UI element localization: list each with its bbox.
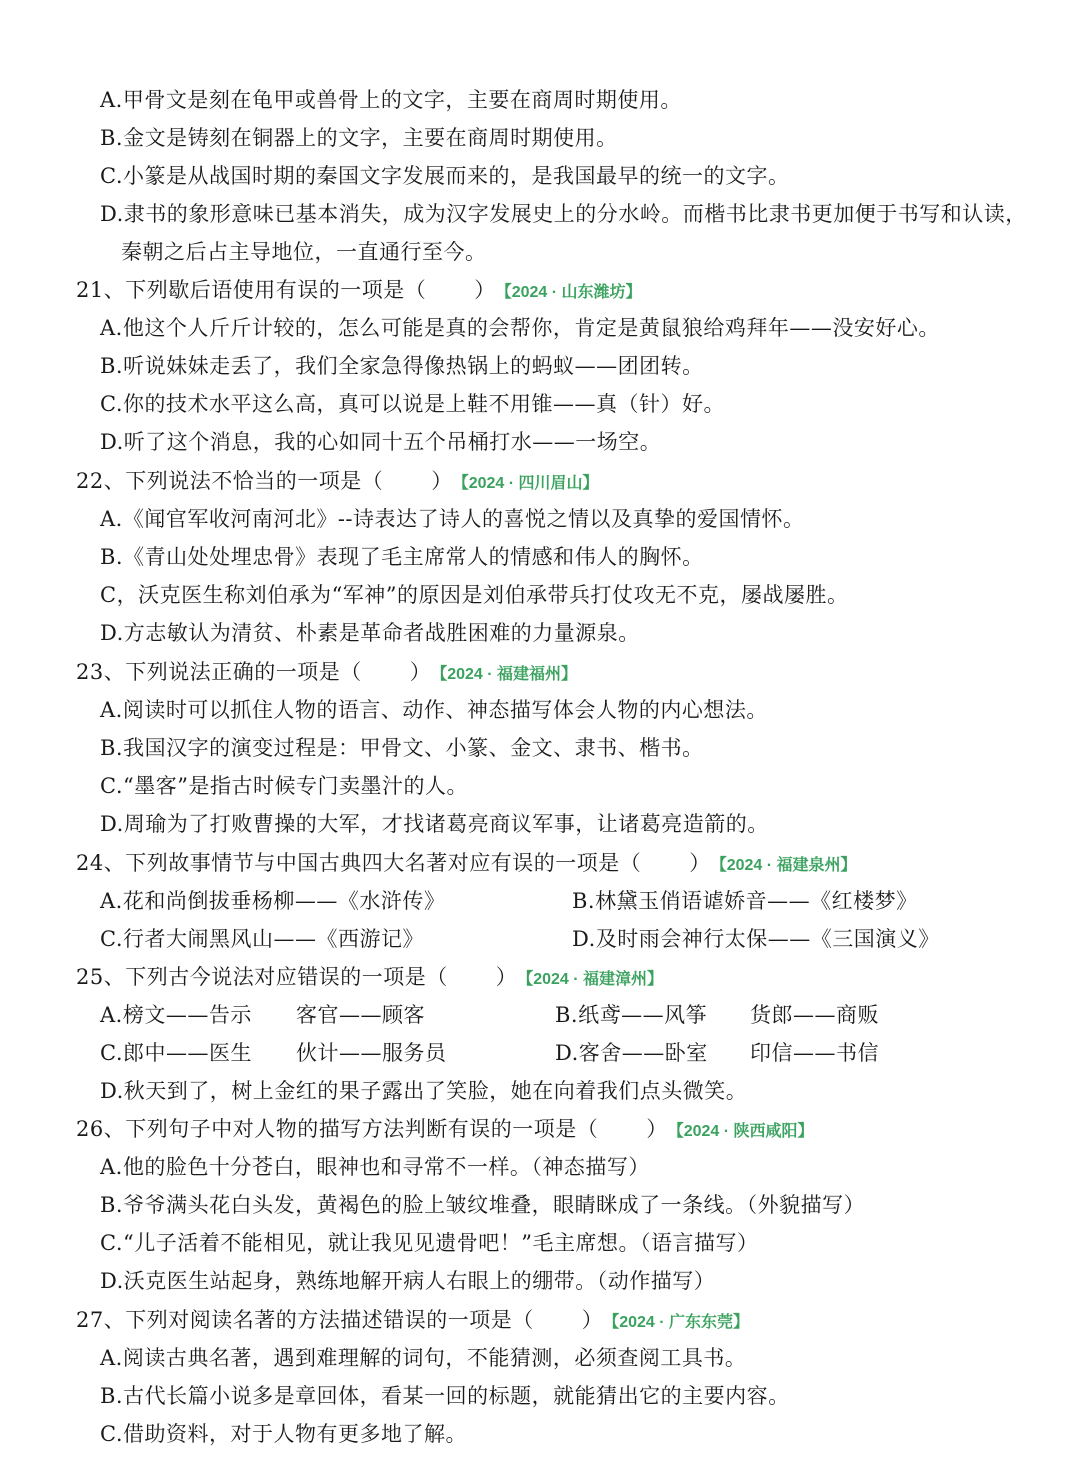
q25-option-b-part2: 货郎——商贩 xyxy=(750,1003,879,1027)
q26-source-tag: 【2024 · 陕西咸阳】 xyxy=(675,1123,814,1140)
q26-option-c: C.“儿子活着不能相见，就让我见见遗骨吧！”毛主席想。（语言描写） xyxy=(100,1231,759,1255)
q21-option-d: D.听了这个消息，我的心如同十五个吊桶打水——一场空。 xyxy=(100,430,662,454)
q25-source-tag: 【2024 · 福建漳州】 xyxy=(525,971,664,988)
q26-stem-close: ） xyxy=(646,1117,668,1141)
q27-source-tag: 【2024 · 广东东莞】 xyxy=(611,1314,750,1331)
q27-option-c: C.借助资料，对于人物有更多地了解。 xyxy=(100,1422,467,1446)
q22-option-a: A.《闻官军收河南河北》--诗表达了诗人的喜悦之情以及真挚的爱国情怀。 xyxy=(100,507,805,531)
q24-stem-text: 24、下列故事情节与中国古典四大名著对应有误的一项是（ xyxy=(76,851,642,875)
q23-option-b: B.我国汉字的演变过程是：甲骨文、小篆、金文、隶书、楷书。 xyxy=(100,736,704,760)
q24-stem xyxy=(76,844,857,882)
q23-option-d: D.周瑜为了打败曹操的大军，才找诸葛亮商议军事，让诸葛亮造箭的。 xyxy=(100,812,769,836)
q25-option-c-part1: C.郎中——医生 xyxy=(100,1041,252,1065)
q25-option-d-sentence: D.秋天到了，树上金红的果子露出了笑脸，她在向着我们点头微笑。 xyxy=(100,1079,748,1103)
q20-option-d: D.隶书的象形意味已基本消失，成为汉字发展史上的分水岭。而楷书比隶书更加便于书写和认读， xyxy=(100,202,1027,226)
q21-source-tag: 【2024 · 山东潍坊】 xyxy=(503,284,642,301)
q26-option-d: D.沃克医生站起身，熟练地解开病人右眼上的绷带。（动作描写） xyxy=(100,1269,716,1293)
q25-option-a-part1: A.榜文——告示 xyxy=(100,1003,252,1027)
q21-stem-text: 21、下列歇后语使用有误的一项是（ xyxy=(76,278,427,302)
q25-option-d-part1: D.客舍——卧室 xyxy=(555,1041,708,1065)
q23-option-a: A.阅读时可以抓住人物的语言、动作、神态描写体会人物的内心想法。 xyxy=(100,698,768,722)
q22-option-d: D.方志敏认为清贫、朴素是革命者战胜困难的力量源泉。 xyxy=(100,621,640,645)
q23-option-c: C.“墨客”是指古时候专门卖墨汁的人。 xyxy=(100,774,468,798)
q24-option-c: C.行者大闹黑风山——《西游记》 xyxy=(100,927,424,951)
q25-option-c-part2: 伙计——服务员 xyxy=(296,1041,447,1065)
q27-stem-text: 27、下列对阅读名著的方法描述错误的一项是（ xyxy=(76,1308,534,1332)
q21-option-a: A.他这个人斤斤计较的，怎么可能是真的会帮你，肯定是黄鼠狼给鸡拜年——没安好心。 xyxy=(100,316,940,340)
q26-option-a: A.他的脸色十分苍白，眼神也和寻常不一样。（神态描写） xyxy=(100,1155,650,1179)
q25-option-b-part1: B.纸鸢——风筝 xyxy=(555,1003,708,1027)
q20-option-d-continuation: 秦朝之后占主导地位，一直通行至今。 xyxy=(121,240,487,264)
q20-option-c: C.小篆是从战国时期的秦国文字发展而来的，是我国最早的统一的文字。 xyxy=(100,164,790,188)
q23-stem-close: ） xyxy=(409,660,432,684)
q22-option-b: B.《青山处处埋忠骨》表现了毛主席常人的情感和伟人的胸怀。 xyxy=(100,545,704,569)
q25-stem xyxy=(76,958,663,996)
q24-option-a: A.花和尚倒拔垂杨柳——《水浒传》 xyxy=(100,889,446,913)
q27-stem xyxy=(76,1301,749,1339)
q24-option-d: D.及时雨会神行太保——《三国演义》 xyxy=(572,927,940,951)
q22-option-c: C，沃克医生称刘伯承为“军神”的原因是刘伯承带兵打仗攻无不克，屡战屡胜。 xyxy=(100,583,849,607)
q23-stem-text: 23、下列说法正确的一项是（ xyxy=(76,660,362,684)
q25-stem-close: ） xyxy=(495,965,518,989)
q22-source-tag: 【2024 · 四川眉山】 xyxy=(460,475,599,492)
q26-stem-text: 26、下列句子中对人物的描写方法判断有误的一项是（ xyxy=(76,1117,599,1141)
q23-stem xyxy=(76,653,577,691)
q20-option-a: A.甲骨文是刻在龟甲或兽骨上的文字，主要在商周时期使用。 xyxy=(100,88,682,112)
q21-stem xyxy=(76,271,642,309)
q25-option-d-part2: 印信——书信 xyxy=(750,1041,879,1065)
q26-stem xyxy=(76,1110,814,1148)
q24-stem-close: ） xyxy=(689,851,711,875)
q21-option-b: B.听说妹妹走丢了，我们全家急得像热锅上的蚂蚁——团团转。 xyxy=(100,354,704,378)
q27-option-a: A.阅读古典名著，遇到难理解的词句，不能猜测，必须查阅工具书。 xyxy=(100,1346,747,1370)
q25-stem-text: 25、下列古今说法对应错误的一项是（ xyxy=(76,965,448,989)
q27-option-b: B.古代长篇小说多是章回体，看某一回的标题，就能猜出它的主要内容。 xyxy=(100,1384,790,1408)
q27-stem-close: ） xyxy=(581,1308,604,1332)
q26-option-b: B.爷爷满头花白头发，黄褐色的脸上皱纹堆叠，眼睛眯成了一条线。（外貌描写） xyxy=(100,1193,866,1217)
q22-stem-text: 22、下列说法不恰当的一项是（ xyxy=(76,469,384,493)
q22-stem xyxy=(76,462,599,500)
q21-stem-close: ） xyxy=(474,278,496,302)
q24-option-b: B.林黛玉俏语谑娇音——《红楼梦》 xyxy=(572,889,918,913)
q25-option-a-part2: 客官——顾客 xyxy=(296,1003,425,1027)
q24-source-tag: 【2024 · 福建泉州】 xyxy=(718,857,857,874)
q23-source-tag: 【2024 · 福建福州】 xyxy=(439,666,578,683)
q21-option-c: C.你的技术水平这么高，真可以说是上鞋不用锥——真（针）好。 xyxy=(100,392,725,416)
q22-stem-close: ） xyxy=(431,469,453,493)
q20-option-b: B.金文是铸刻在铜器上的文字，主要在商周时期使用。 xyxy=(100,126,618,150)
